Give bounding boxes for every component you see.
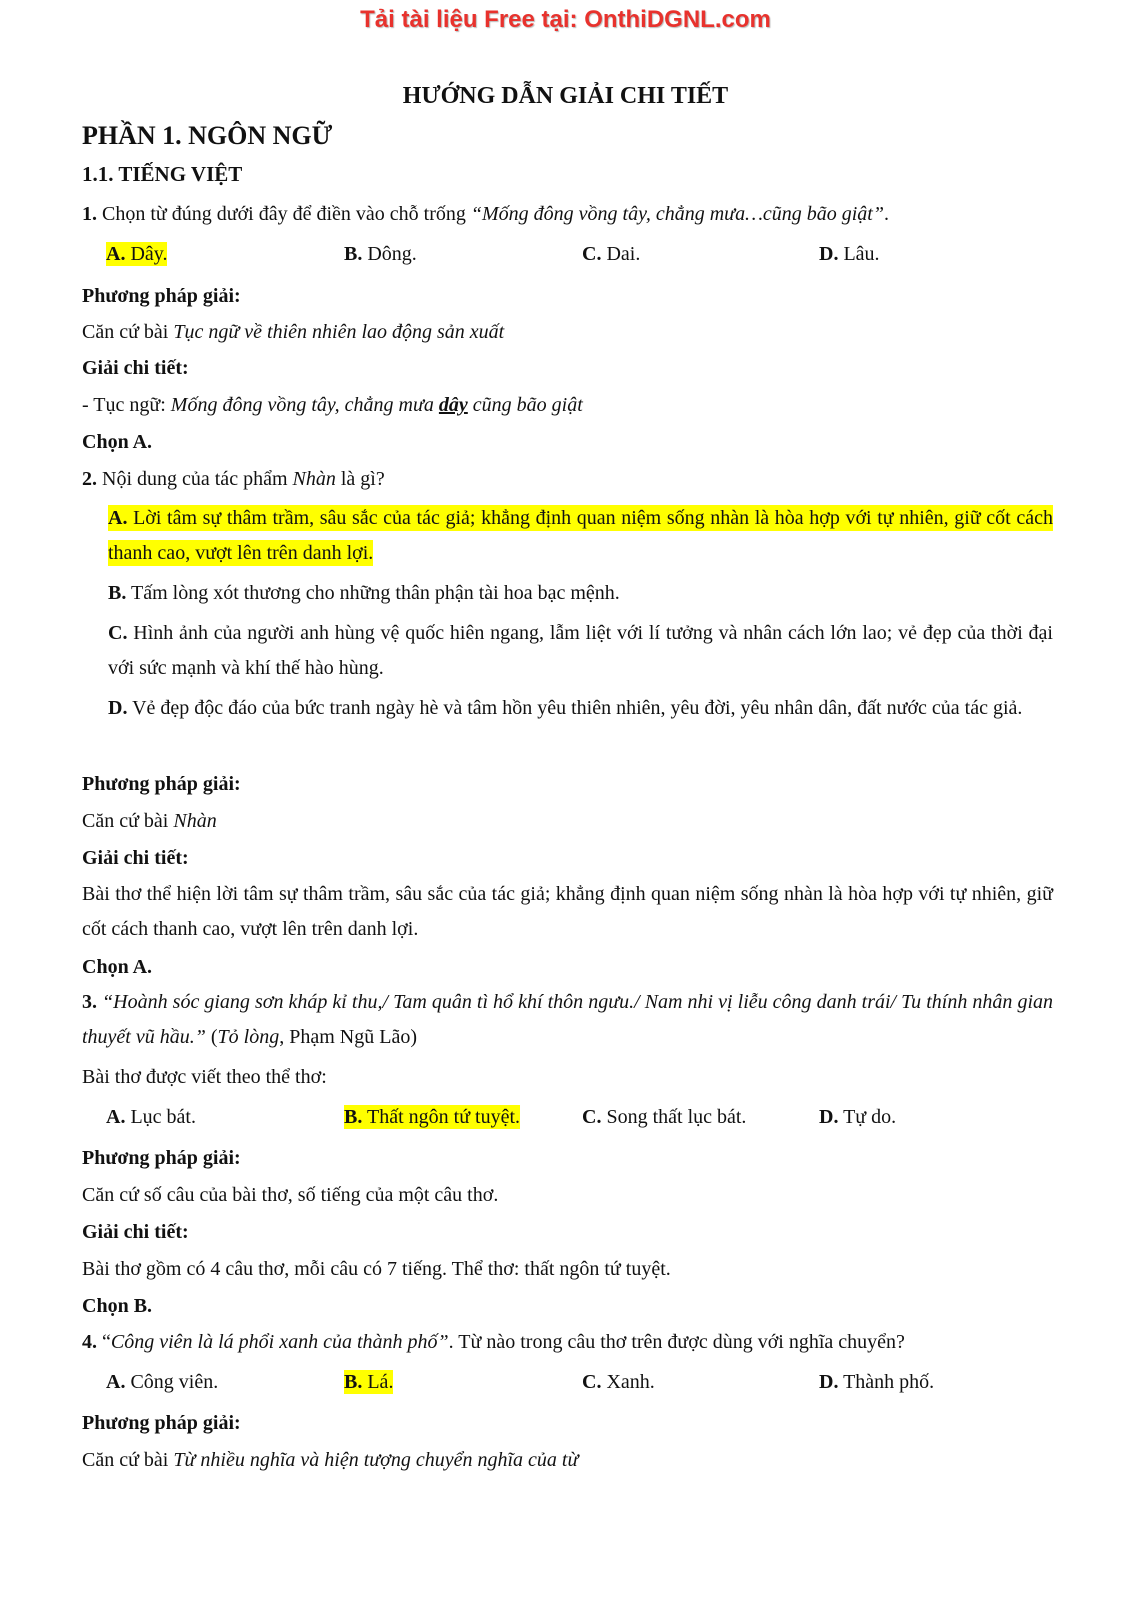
option-text: Thành phố. xyxy=(838,1371,935,1393)
answer-label: Chọn B. xyxy=(82,1295,153,1317)
question-2 xyxy=(82,467,385,491)
option-letter: D. xyxy=(819,1371,839,1393)
option-text: Dây. xyxy=(125,243,168,265)
detail-quote-start: Mống đông vồng tây, chẳng mưa xyxy=(170,394,439,416)
detail-label-text: Giải chi tiết: xyxy=(82,847,189,869)
method-source: Tục ngữ về thiên nhiên lao động sản xuất xyxy=(173,321,505,343)
option-text: Lâu. xyxy=(838,243,880,265)
question-4 xyxy=(82,1330,905,1354)
detail-prefix: - Tục ngữ: xyxy=(82,394,171,416)
option-letter: A. xyxy=(106,1371,126,1393)
poem-quote: “Hoành sóc giang sơn kháp kỉ thu,/ Tam quân tì hổ khí thôn ngưu./ Nam nhi vị liễu công danh trái/ Tu thính nhân gian thuyết vũ hầu.” xyxy=(82,991,1053,1048)
quote-open: “ xyxy=(97,1331,111,1353)
question-quote: “Mống đông vồng tây, chẳng mưa…cũng bão giật” xyxy=(470,203,884,225)
detail-label-text: Giải chi tiết: xyxy=(82,357,189,379)
option-b xyxy=(108,576,1053,611)
method-label-text: Phương pháp giải: xyxy=(82,773,241,795)
option-c xyxy=(582,242,640,266)
option-text: Hình ảnh của người anh hùng vệ quốc hiên ngang, lẫm liệt với lí tưởng và nhân cách lớn lao; vẻ đẹp của thời đại với sức mạnh và khí thế hào hùng. xyxy=(108,622,1053,679)
detail-label xyxy=(82,356,189,380)
option-letter: B. xyxy=(344,1371,363,1393)
method-label xyxy=(82,772,241,796)
option-text: Tự do. xyxy=(838,1106,897,1128)
option-text: Song thất lục bát. xyxy=(601,1106,747,1128)
option-a-correct xyxy=(108,501,1053,571)
option-d xyxy=(819,1370,934,1394)
detail-text: Bài thơ thể hiện lời tâm sự thâm trầm, sâu sắc của tác giả; khẳng định quan niệm sống nhàn là hòa hợp với tự nhiên, giữ cốt cách thanh cao, vượt lên trên danh lợi. xyxy=(82,883,1053,940)
source-title: Tỏ lòng xyxy=(217,1026,280,1048)
detail-key-word: dây xyxy=(438,394,468,416)
detail-label-text: Giải chi tiết: xyxy=(82,1221,189,1243)
option-b-correct xyxy=(344,1370,393,1394)
detail-label xyxy=(82,1220,189,1244)
answer-text xyxy=(82,955,152,979)
question-number: 4. xyxy=(82,1331,97,1353)
option-d xyxy=(819,242,880,266)
method-text xyxy=(82,809,217,833)
method-source: Từ nhiều nghĩa và hiện tượng chuyển nghĩa của từ xyxy=(173,1449,579,1471)
option-text: Lục bát. xyxy=(125,1106,196,1128)
option-text: Tấm lòng xót thương cho những thân phận tài hoa bạc mệnh. xyxy=(126,582,620,604)
option-letter: A. xyxy=(106,243,126,265)
method-prefix: Căn cứ bài xyxy=(82,810,174,832)
question-3 xyxy=(82,985,1053,1055)
option-letter: A. xyxy=(106,1106,126,1128)
question-3-prompt: Bài thơ được viết theo thể thơ: xyxy=(82,1066,327,1088)
option-b xyxy=(344,242,417,266)
option-letter: C. xyxy=(108,622,128,644)
option-text: Thất ngôn tứ tuyệt. xyxy=(362,1106,521,1128)
detail-text xyxy=(82,393,583,417)
method-prefix: Căn cứ bài xyxy=(82,321,174,343)
option-d xyxy=(108,691,1053,726)
method-source: Nhàn xyxy=(173,810,217,832)
option-text: Xanh. xyxy=(601,1371,655,1393)
option-letter: B. xyxy=(108,582,127,604)
method-label-text: Phương pháp giải: xyxy=(82,1412,241,1434)
question-stem: Nội dung của tác phẩm xyxy=(97,468,293,490)
document-title: HƯỚNG DẪN GIẢI CHI TIẾT xyxy=(402,83,729,109)
answer-label: Chọn A. xyxy=(82,431,153,453)
work-title: Nhàn xyxy=(292,468,336,490)
method-label xyxy=(82,1411,241,1435)
option-letter: C. xyxy=(582,1371,602,1393)
option-letter: B. xyxy=(344,1106,363,1128)
answer-text xyxy=(82,430,152,454)
method-label-text: Phương pháp giải: xyxy=(82,285,241,307)
download-banner[interactable]: Tải tài liệu Free tại: OnthiDGNL.com xyxy=(360,6,771,33)
option-letter: D. xyxy=(108,697,128,719)
question-number: 3. xyxy=(82,991,97,1013)
method-prefix: Căn cứ bài xyxy=(82,1449,174,1471)
detail-label xyxy=(82,846,189,870)
option-a-correct xyxy=(106,242,167,266)
option-text: Lá. xyxy=(362,1371,394,1393)
option-a xyxy=(106,1370,218,1394)
option-text: Dông. xyxy=(362,243,417,265)
method-label xyxy=(82,1146,241,1170)
question-stem-end: . xyxy=(884,203,889,225)
option-letter: B. xyxy=(344,243,363,265)
option-text: Dai. xyxy=(601,243,641,265)
question-number: 1. xyxy=(82,203,97,225)
method-label-text: Phương pháp giải: xyxy=(82,1147,241,1169)
option-c xyxy=(582,1105,746,1129)
option-c xyxy=(108,616,1053,686)
option-letter: D. xyxy=(819,1106,839,1128)
option-a xyxy=(106,1105,196,1129)
option-letter: C. xyxy=(582,1106,602,1128)
question-number: 2. xyxy=(82,468,97,490)
option-letter: D. xyxy=(819,243,839,265)
option-text: Lời tâm sự thâm trầm, sâu sắc của tác giả; khẳng định quan niệm sống nhàn là hòa hợp với tự nhiên, giữ cốt cách thanh cao, vượt lên trên danh lợi. xyxy=(108,507,1053,564)
question-stem-end: là gì? xyxy=(335,468,385,490)
section-heading: 1.1. TIẾNG VIỆT xyxy=(82,162,243,186)
part-heading: PHẦN 1. NGÔN NGỮ xyxy=(82,121,333,150)
answer-label: Chọn A. xyxy=(82,956,153,978)
option-d xyxy=(819,1105,896,1129)
question-stem: Chọn từ đúng dưới đây để điền vào chỗ trống xyxy=(97,203,471,225)
method-text: Căn cứ số câu của bài thơ, số tiếng của một câu thơ. xyxy=(82,1184,499,1206)
option-b-correct xyxy=(344,1105,520,1129)
option-text: Vẻ đẹp độc đáo của bức tranh ngày hè và tâm hồn yêu thiên nhiên, yêu đời, yêu nhân dân, đất nước của tác giả. xyxy=(127,697,1023,719)
method-text xyxy=(82,1448,578,1472)
source-author: , Phạm Ngũ Lão) xyxy=(279,1026,417,1048)
option-c xyxy=(582,1370,655,1394)
detail-text: Bài thơ gồm có 4 câu thơ, mỗi câu có 7 tiếng. Thể thơ: thất ngôn tứ tuyệt. xyxy=(82,1258,671,1280)
question-1 xyxy=(82,202,889,226)
answer-text xyxy=(82,1294,152,1318)
detail-quote-end: cũng bão giật xyxy=(467,394,583,416)
source-open: ( xyxy=(205,1026,218,1048)
method-text xyxy=(82,320,504,344)
option-letter: A. xyxy=(108,507,128,529)
option-letter: C. xyxy=(582,243,602,265)
option-text: Công viên. xyxy=(125,1371,219,1393)
question-stem: . Từ nào trong câu thơ trên được dùng với nghĩa chuyển? xyxy=(448,1331,905,1353)
method-label xyxy=(82,284,241,308)
question-quote: Công viên là lá phổi xanh của thành phố” xyxy=(110,1331,449,1353)
